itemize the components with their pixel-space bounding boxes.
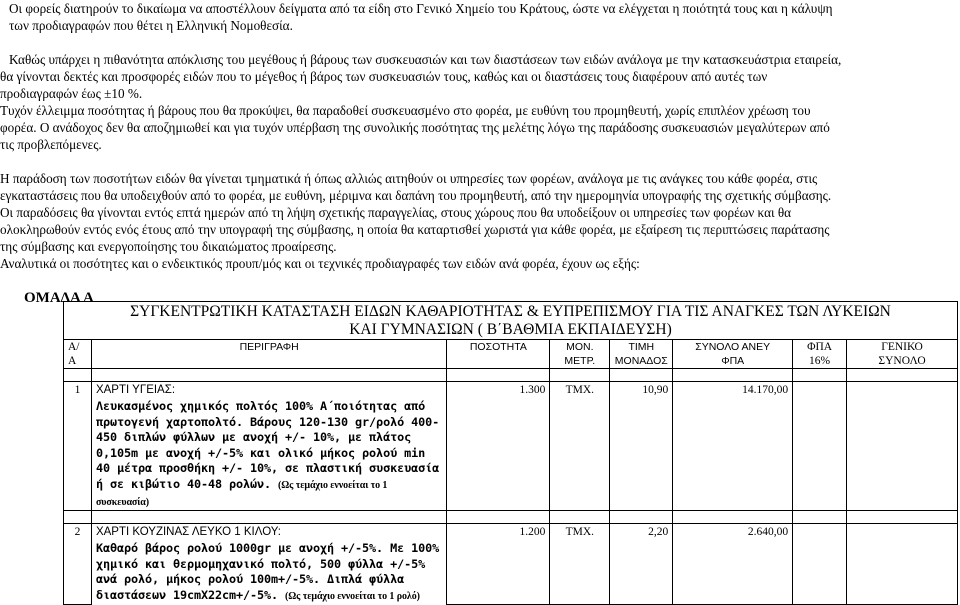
table-title-line: ΣΥΓΚΕΝΤΡΩΤΙΚΗ ΚΑΤΑΣΤΑΣΗ ΕΙΔΩΝ ΚΑΘΑΡΙΟΤΗΤΑΣ & ΕΥΠΡΕΠΙΣΜΟΥ ΓΙΑ ΤΙΣ ΑΝΑΓΚΕΣ ΤΩΝ ΛΥΚΕΙΩΝ (130, 303, 891, 320)
table-row (64, 382, 958, 511)
row-unit: ΤΜΧ. (550, 382, 610, 511)
header-line: ΜΟΝΑΔΟΣ (614, 355, 668, 367)
column-header (673, 340, 793, 369)
header-line: ΣΥΝΟΛΟ (878, 355, 926, 367)
item-specs (96, 541, 442, 604)
paragraph-line: Καθώς υπάρχει η πιθανότητα απόκλισης του μεγέθους ή βάρους των συσκευασιών και των διαστάσεων των ειδών ανάλογα με την κατασκευάστρια εταιρεία, (9, 52, 842, 67)
paragraph-line: προδιαγραφών έως ±10 %. (0, 86, 143, 101)
paragraph-line: εγκαταστάσεις που θα υποδειχθούν από το φορέα, με ευθύνη, μέριμνα και δαπάνη του προμηθευτή, από την ημερομηνία υπογραφής της σχετικής σύμβασης. (0, 188, 832, 203)
table-title (64, 302, 958, 340)
column-header (793, 340, 847, 369)
header-line: ΓΕΝΙΚΟ (881, 341, 923, 353)
item-note: (Ως τεμάχιο εννοείται το 1 συσκευασία) (95, 479, 388, 508)
paragraph-line: Αναλυτικά οι ποσότητες και ο ενδεικτικός προυπ/μός και οι τεχνικές προδιαγραφές των ειδών ανά φορέα, έχουν ως εξής: (0, 256, 640, 271)
paragraph-line: Τυχόν έλλειμμα ποσότητας ή βάρους που θα προκύψει, θα παραδοθεί συσκευασμένο στο φορέα, με ευθύνη του προμηθευτή, χωρίς επιπλέον χρέωση του (0, 103, 811, 118)
paragraph-line: της σύμβασης και ενεργοποίησης του δικαιώματος προαίρεσης. (0, 239, 337, 254)
paragraph-line: των προδιαγραφών που θέτει η Ελληνική Νομοθεσία. (9, 18, 293, 33)
header-line: ΜΟΝ. (566, 341, 594, 353)
column-header (610, 340, 673, 369)
row-vat (793, 524, 847, 605)
header-line: ΦΠΑ (807, 341, 833, 353)
paragraph-shortfall (0, 102, 958, 153)
column-header: ΠΕΡΙΓΡΑΦΗ (91, 340, 446, 369)
item-spec-text: Καθαρό βάρος ρολού 1000gr με ανοχή +/-5%. Με 100% χημικό και θερμομηχανικό πολτό, 500 φύλλα +/-5% ανά ρολό, μήκος ρολού 100m+/-5%. Διπλά φύλλα διαστάσεων 19cmX22cm+/-5%. (95, 541, 440, 602)
item-title: ΧΑΡΤΙ ΥΓΕΙΑΣ: (95, 384, 176, 396)
row-grand-total (847, 524, 958, 605)
item-specs (96, 399, 442, 510)
header-line: 16% (809, 355, 831, 367)
row-quantity: 1.200 (447, 524, 550, 605)
column-header (550, 340, 610, 369)
column-header: ΠΟΣΟΤΗΤΑ (447, 340, 550, 369)
paragraph-line: τις προβλεπόμενες. (0, 137, 102, 152)
header-line: ΣΥΝΟΛΟ ΑΝΕΥ (695, 341, 771, 353)
paragraph-line: φορέα. Ο ανάδοχος δεν θα αποζημιωθεί και για τυχόν υπέρβαση της συνολικής ποσότητας της μελέτης λόγω της παράδοσης συσκευασιών μεγαλύτερων από (0, 120, 830, 135)
item-title: ΧΑΡΤΙ ΚΟΥΖΙΝΑΣ ΛΕΥΚΟ 1 ΚΙΛΟΥ: (95, 526, 282, 539)
row-description (91, 382, 446, 511)
row-quantity: 1.300 (447, 382, 550, 511)
table-header-row (64, 340, 958, 369)
header-line: ΤΙΜΗ (628, 341, 655, 353)
paragraph-line: ολοκληρωθούν εντός ενός έτους από την υπογραφή της σύμβασης, η οποία θα καταρτισθεί χωριστά για κάθε φορέα, με εξαίρεση τις περιπτώσεις παράτασης (0, 222, 830, 237)
row-total-no-vat: 14.170,00 (673, 382, 793, 511)
table-title-line: ΚΑΙ ΓΥΜΝΑΣΙΩΝ ( Β΄ΒΑΘΜΙΑ ΕΚΠΑΙΔΕΥΣΗ) (349, 321, 672, 338)
row-unit: ΤΜΧ. (550, 524, 610, 605)
paragraph-line: Οι παραδόσεις θα γίνονται εντός επτά ημερών από τη λήψη σχετικής παραγγελίας, στους χώρους που θα υποδείξουν οι υπηρεσίες των φορέων και θα (0, 205, 792, 220)
paragraph-intro (0, 0, 958, 34)
paragraph-line: Η παράδοση των ποσοτήτων ειδών θα γίνεται τμηματικά ή όπως αλλιώς αιτηθούν οι υπηρεσίες των φορέων, ανάλογα με τις ανάγκες του κάθε φορέα, στις (0, 171, 818, 186)
row-total-no-vat: 2.640,00 (673, 524, 793, 605)
row-unit-price: 2,20 (610, 524, 673, 605)
row-number: 1 (64, 382, 92, 511)
items-table (63, 301, 958, 605)
header-line: ΦΠΑ (721, 355, 745, 367)
paragraph-line: Οι φορείς διατηρούν το δικαίωμα να αποστέλλουν δείγματα από τα είδη στο Γενικό Χημείο του Κράτους, ώστε να ελέγχεται η ποιότητά τους και η κάλυψη (9, 1, 833, 16)
group-title: ΟΜΑΔΑ Α (24, 290, 94, 306)
row-number: 2 (64, 524, 92, 605)
paragraph-delivery (0, 170, 958, 272)
column-header (847, 340, 958, 369)
paragraph-packaging (0, 51, 958, 102)
row-unit-price: 10,90 (610, 382, 673, 511)
row-grand-total (847, 382, 958, 511)
paragraph-line: θα γίνονται δεκτές και προσφορές ειδών που το μέγεθος ή βάρος των συσκευασιών τους, καθώς και οι διαστάσεις τους διαφέρουν από αυτές των (0, 69, 768, 84)
item-spec-text: Λευκασμένος χημικός πολτός 100% Α΄ποιότητας από πρωτογενή χαρτοπολτό. Βάρους 120-130 gr/ρολό 400-450 διπλών φύλλων με ανοχή +/- 10%, με πλάτος 0,105m με ανοχή +/-5% και ολικό μήκος ρολού min 40 μέτρα προσθήκη +/- 10%, σε πλαστική συσκευασία ή σε κιβώτιο 40-48 ρολών. (95, 399, 440, 491)
row-description (91, 524, 446, 605)
table-row (64, 524, 958, 605)
item-note: (Ως τεμάχιο εννοείται το 1 ρολό) (285, 590, 420, 602)
header-line: ΜΕΤΡ. (564, 355, 596, 367)
row-vat (793, 382, 847, 511)
column-header: Α/Α (64, 340, 92, 369)
